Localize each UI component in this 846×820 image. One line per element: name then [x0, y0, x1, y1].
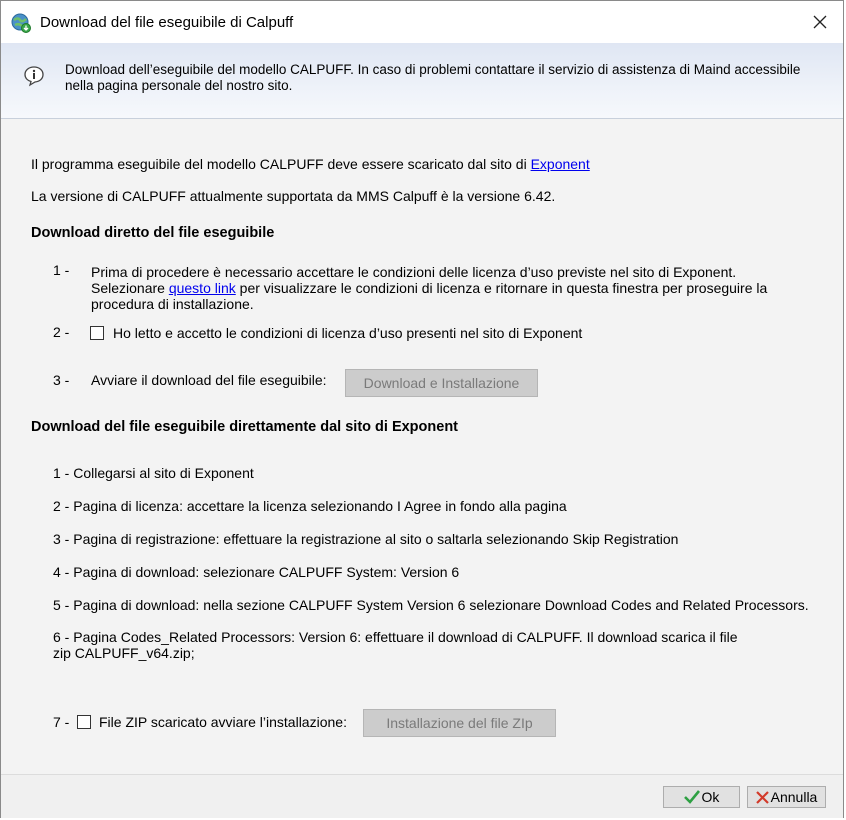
title-bar [1, 1, 843, 43]
license-link[interactable]: questo link [168, 280, 236, 296]
site-step-3: 3 - Pagina di registrazione: effettuare la registrazione al sito o saltarla selezionando Skip Registration [53, 531, 679, 547]
accept-license-label[interactable]: Ho letto e accetto le condizioni di licenza d’uso presenti nel sito di Exponent [113, 325, 583, 341]
info-bubble-icon [23, 65, 45, 87]
site-step-1: 1 - Collegarsi al sito di Exponent [53, 465, 254, 481]
banner-message: Download dell’eseguibile del modello CALPUFF. In caso di problemi contattare il servizio di assistenza di Maind accessibile nella pagina personale del nostro sito. [65, 62, 801, 93]
ok-button[interactable] [663, 786, 740, 808]
section-direct-heading: Download diretto del file eseguibile [31, 225, 275, 241]
cancel-x-icon [756, 791, 769, 804]
close-button[interactable] [797, 1, 843, 43]
info-banner [1, 43, 843, 119]
zip-downloaded-checkbox[interactable] [77, 715, 91, 729]
close-icon [813, 15, 827, 29]
step-3-label: Avviare il download del file eseguibile: [91, 372, 327, 388]
check-icon [684, 790, 700, 804]
cancel-label: Annulla [770, 789, 818, 805]
section-site-heading: Download del file eseguibile direttamente dal sito di Exponent [31, 419, 459, 435]
ok-label: Ok [701, 789, 720, 805]
window-title: Download del file eseguibile di Calpuff [40, 14, 294, 31]
intro-line-2: La versione di CALPUFF attualmente supportata da MMS Calpuff è la versione 6.42. [31, 188, 556, 204]
accept-license-checkbox[interactable] [90, 326, 104, 340]
intro-line-1 [31, 156, 590, 172]
main-content [1, 119, 843, 774]
download-install-button[interactable]: Download e Installazione [345, 369, 538, 397]
cancel-button[interactable] [747, 786, 826, 808]
dialog-footer [1, 774, 843, 818]
step-3-number: 3 - [53, 372, 70, 388]
intro-line-1-text: Il programma eseguibile del modello CALPUFF deve essere scaricato dal sito di [31, 156, 531, 172]
step-1-text-a: Prima di procedere è necessario accettare le condizioni delle licenza d’uso previste nel sito di Exponent. Selezionare [91, 264, 737, 296]
site-step-2: 2 - Pagina di licenza: accettare la licenza selezionando I Agree in fondo alla pagina [53, 498, 567, 514]
install-zip-button[interactable]: Installazione del file ZIp [363, 709, 556, 737]
step-7-number: 7 - [53, 714, 70, 730]
step-2-number: 2 - [53, 324, 70, 340]
site-step-4: 4 - Pagina di download: selezionare CALPUFF System: Version 6 [53, 564, 460, 580]
zip-downloaded-label[interactable]: File ZIP scaricato avviare l’installazione: [99, 714, 347, 730]
step-1-text [91, 264, 791, 312]
step-1-text-b: per visualizzare le condizioni di licenza e ritornare in questa finestra per proseguire la procedura di installazione. [91, 280, 768, 312]
site-step-6: 6 - Pagina Codes_Related Processors: Version 6: effettuare il download di CALPUFF. Il download scarica il file zip CALPUFF_v64.zip; [53, 629, 738, 661]
exponent-link[interactable]: Exponent [530, 156, 590, 172]
site-step-5: 5 - Pagina di download: nella sezione CALPUFF System Version 6 selezionare Download Codes and Related Processors. [53, 597, 809, 613]
step-1-number: 1 - [53, 262, 70, 278]
app-globe-download-icon [11, 13, 31, 33]
